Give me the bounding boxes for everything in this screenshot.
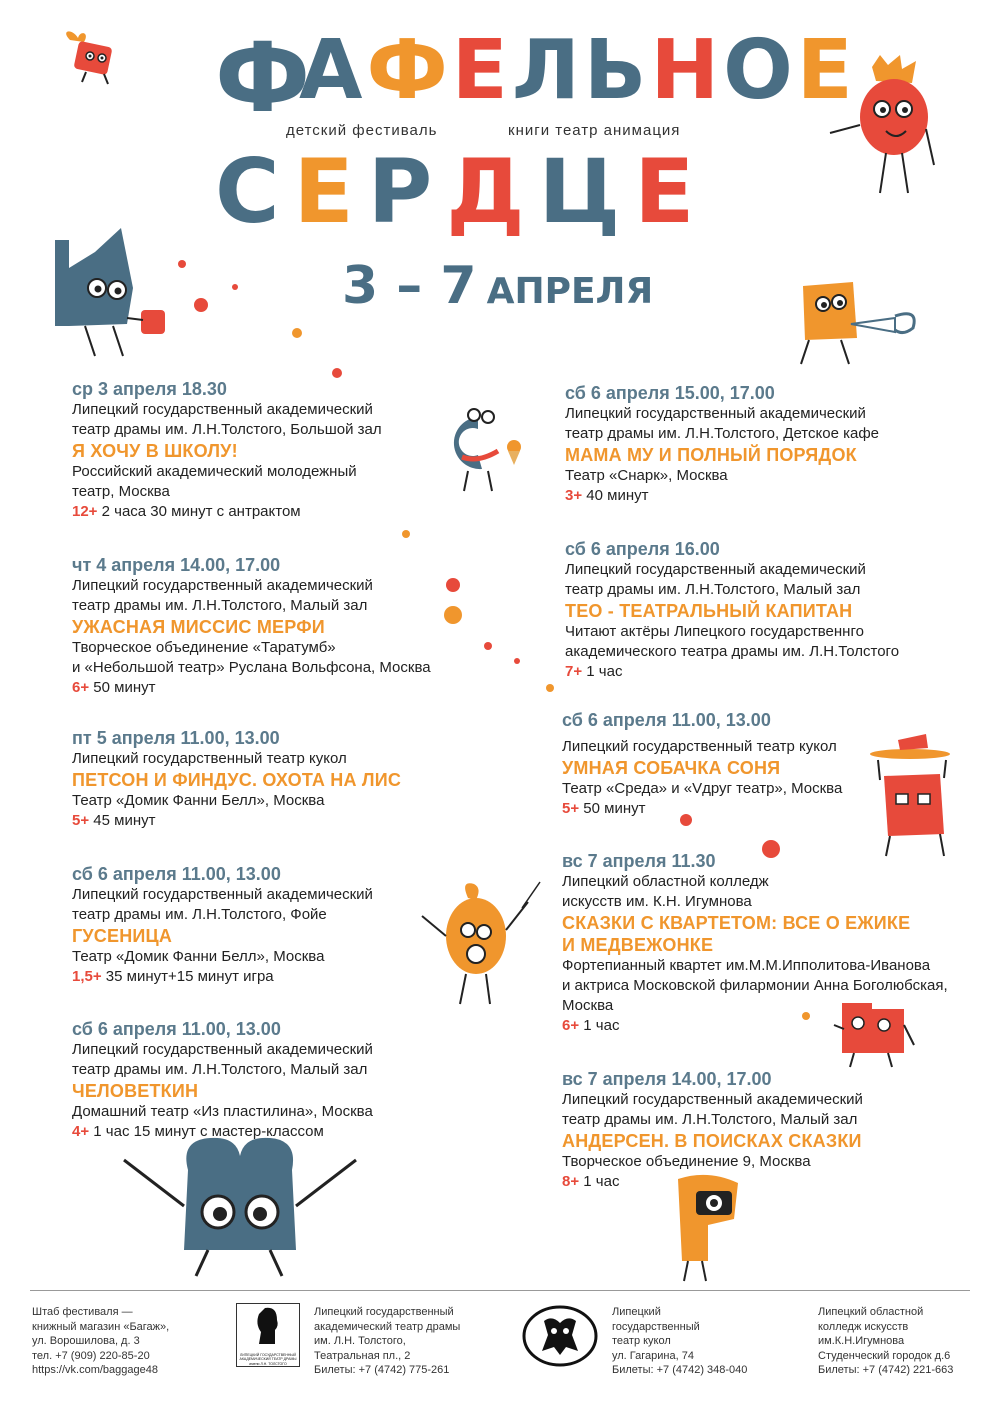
footer-line: Билеты: +7 (4742) 348-040 bbox=[612, 1364, 748, 1376]
event-card bbox=[562, 850, 982, 1036]
footer-link[interactable]: https://vk.com/baggage48 bbox=[32, 1364, 158, 1376]
event-venue: Липецкий государственный академический bbox=[565, 405, 866, 422]
event-title: ГУСЕНИЦА bbox=[72, 926, 173, 946]
footer-line: театр кукол bbox=[612, 1335, 671, 1347]
footer-line: ул. Ворошилова, д. 3 bbox=[32, 1335, 140, 1347]
event-venue: Липецкий государственный театр кукол bbox=[72, 750, 347, 767]
title-letter: Р bbox=[367, 140, 433, 243]
event-date: сб 6 апреля 11.00, 13.00 bbox=[72, 864, 281, 884]
footer-line: им. Л.Н. Толстого, bbox=[314, 1335, 406, 1347]
event-venue: театр драмы им. Л.Н.Толстого, Детское кафе bbox=[565, 425, 879, 442]
footer-line: государственный bbox=[612, 1320, 700, 1333]
drama-profile-icon bbox=[237, 1304, 299, 1348]
event-venue: театр драмы им. Л.Н.Толстого, Большой зал bbox=[72, 421, 382, 438]
footer-drama bbox=[314, 1305, 460, 1378]
event-date: сб 6 апреля 11.00, 13.00 bbox=[72, 1019, 281, 1039]
title-letter: С bbox=[215, 140, 280, 243]
age-rating: 5+ bbox=[72, 812, 90, 829]
title-letter: Е bbox=[634, 140, 695, 243]
footer-line: Театральная пл., 2 bbox=[314, 1349, 411, 1362]
event-venue: Липецкий областной колледж bbox=[562, 873, 769, 890]
footer-line: ул. Гагарина, 74 bbox=[612, 1349, 694, 1362]
age-rating: 6+ bbox=[562, 1017, 580, 1034]
title-letter: Ф bbox=[215, 22, 311, 134]
event-meta bbox=[565, 662, 985, 682]
age-rating: 5+ bbox=[562, 800, 580, 817]
event-info: Творческое объединение 9, Москва bbox=[562, 1153, 811, 1170]
title-letter: Л bbox=[511, 23, 580, 118]
decor-dot bbox=[332, 368, 342, 378]
event-info: театр, Москва bbox=[72, 483, 170, 500]
event-meta bbox=[72, 811, 492, 831]
footer-line: Студенческий городок д.6 bbox=[818, 1349, 951, 1362]
event-card bbox=[72, 727, 492, 831]
event-meta bbox=[562, 1172, 982, 1192]
event-info: Фортепианный квартет им.М.М.Ипполитова-Иванова bbox=[562, 957, 931, 974]
event-card bbox=[562, 709, 982, 819]
footer-line: Липецкий bbox=[612, 1306, 661, 1318]
event-meta bbox=[565, 486, 985, 506]
event-venue: театр драмы им. Л.Н.Толстого, Малый зал bbox=[565, 581, 861, 598]
decor-dot bbox=[402, 530, 410, 538]
festival-dates bbox=[342, 256, 653, 316]
event-meta bbox=[72, 502, 492, 522]
event-venue: театр драмы им. Л.Н.Толстого, Малый зал bbox=[72, 1061, 368, 1078]
event-date: пт 5 апреля 11.00, 13.00 bbox=[72, 728, 280, 748]
title-letter: Ц bbox=[538, 140, 621, 243]
event-info: Москва bbox=[562, 997, 614, 1014]
footer-line: Билеты: +7 (4742) 221-663 bbox=[818, 1364, 954, 1376]
event-card bbox=[72, 863, 492, 987]
event-venue: Липецкий государственный театр кукол bbox=[562, 738, 837, 755]
footer-line: тел. +7 (909) 220-85-20 bbox=[32, 1349, 150, 1362]
event-info: и «Небольшой театр» Руслана Вольфсона, Москва bbox=[72, 659, 431, 676]
event-title: СКАЗКИ С КВАРТЕТОМ: ВСЕ О ЕЖИКЕ bbox=[562, 913, 911, 933]
event-info: Театр «Домик Фанни Белл», Москва bbox=[72, 948, 325, 965]
event-title: ЧЕЛОВЕТКИН bbox=[72, 1081, 199, 1101]
blue-m-character-icon bbox=[110, 1130, 370, 1280]
drama-theatre-logo bbox=[236, 1303, 300, 1367]
decor-dot bbox=[292, 328, 302, 338]
event-date: сб 6 апреля 11.00, 13.00 bbox=[562, 710, 771, 730]
event-venue: театр драмы им. Л.Н.Толстого, Малый зал bbox=[562, 1111, 858, 1128]
event-venue: искусств им. К.Н. Игумнова bbox=[562, 893, 752, 910]
event-duration: 1 час bbox=[583, 1173, 620, 1190]
footer-divider bbox=[30, 1290, 970, 1291]
event-meta bbox=[562, 1016, 982, 1036]
event-venue: Липецкий государственный академический bbox=[72, 577, 373, 594]
event-card bbox=[72, 378, 492, 522]
age-rating: 6+ bbox=[72, 679, 90, 696]
event-info: и актриса Московской филармонии Анна Боголюбская, bbox=[562, 977, 948, 994]
event-duration: 35 минут+15 минут игра bbox=[105, 968, 274, 985]
event-duration: 40 минут bbox=[586, 487, 649, 504]
footer-line: книжный магазин «Багаж», bbox=[32, 1320, 170, 1333]
age-rating: 8+ bbox=[562, 1173, 580, 1190]
event-date: вс 7 апреля 11.30 bbox=[562, 851, 716, 871]
event-title: И МЕДВЕЖОНКЕ bbox=[562, 935, 714, 955]
drama-logo-text: ЛИПЕЦКИЙ ГОСУДАРСТВЕННЫЙ АКАДЕМИЧЕСКИЙ ТЕАТР ДРАМЫ имени Л.Н. ТОЛСТОГО bbox=[239, 1353, 297, 1366]
event-duration: 1 час bbox=[586, 663, 623, 680]
age-rating: 4+ bbox=[72, 1123, 90, 1140]
event-title: Я ХОЧУ В ШКОЛУ! bbox=[72, 441, 238, 461]
footer-line: Липецкий государственный bbox=[314, 1306, 454, 1318]
title-letter: О bbox=[723, 23, 793, 118]
title-letter: Ф bbox=[366, 23, 448, 118]
footer-college bbox=[818, 1305, 953, 1378]
event-title: АНДЕРСЕН. В ПОИСКАХ СКАЗКИ bbox=[562, 1131, 862, 1151]
event-info: Читают актёры Липецкого государственнго bbox=[565, 623, 864, 640]
event-title: УМНАЯ СОБАЧКА СОНЯ bbox=[562, 758, 781, 778]
event-card bbox=[565, 538, 985, 682]
event-duration: 50 минут bbox=[93, 679, 156, 696]
event-info: академического театра драмы им. Л.Н.Толстого bbox=[565, 643, 900, 660]
event-meta bbox=[72, 967, 492, 987]
title-letter: Ь bbox=[583, 23, 647, 118]
footer-line: Штаб фестиваля — bbox=[32, 1306, 133, 1318]
event-card bbox=[72, 554, 492, 698]
event-venue: театр драмы им. Л.Н.Толстого, Фойе bbox=[72, 906, 327, 923]
footer-puppet bbox=[612, 1305, 747, 1378]
festival-subtitle-left: детский фестиваль bbox=[286, 122, 438, 139]
event-duration: 50 минут bbox=[583, 800, 646, 817]
party-horn-character-icon bbox=[795, 278, 925, 368]
age-rating: 7+ bbox=[565, 663, 583, 680]
decor-dot bbox=[546, 684, 554, 692]
decor-dot bbox=[178, 260, 186, 268]
title-letter: Д bbox=[446, 140, 525, 243]
event-venue: Липецкий государственный академический bbox=[72, 401, 373, 418]
decor-dot bbox=[194, 298, 208, 312]
event-date: чт 4 апреля 14.00, 17.00 bbox=[72, 555, 281, 575]
bug-character-icon bbox=[60, 30, 130, 85]
blue-monster-character-icon bbox=[55, 228, 190, 363]
event-card bbox=[562, 1068, 982, 1192]
footer-line: Липецкий областной bbox=[818, 1306, 924, 1318]
footer-hq bbox=[32, 1305, 169, 1378]
age-rating: 1,5+ bbox=[72, 968, 102, 985]
event-date: сб 6 апреля 15.00, 17.00 bbox=[565, 383, 775, 403]
festival-subtitle-right: книги театр анимация bbox=[508, 122, 681, 139]
puppet-theatre-logo-icon bbox=[522, 1305, 598, 1367]
footer-line: им.К.Н.Игумнова bbox=[818, 1335, 905, 1347]
event-title: МАМА МУ И ПОЛНЫЙ ПОРЯДОК bbox=[565, 445, 857, 465]
event-card bbox=[72, 1018, 492, 1142]
event-date: сб 6 апреля 16.00 bbox=[565, 539, 720, 559]
age-rating: 3+ bbox=[565, 487, 583, 504]
event-meta bbox=[72, 678, 492, 698]
footer-line: Билеты: +7 (4742) 775-261 bbox=[314, 1364, 450, 1376]
title-letter: Е bbox=[293, 140, 354, 243]
footer-line: академический театр драмы bbox=[314, 1320, 461, 1333]
event-venue: театр драмы им. Л.Н.Толстого, Малый зал bbox=[72, 597, 368, 614]
decor-dot bbox=[232, 284, 238, 290]
event-info: Российский академический молодежный bbox=[72, 463, 357, 480]
event-info: Театр «Снарк», Москва bbox=[565, 467, 728, 484]
event-card bbox=[565, 382, 985, 506]
age-rating: 12+ bbox=[72, 503, 98, 520]
event-date: вс 7 апреля 14.00, 17.00 bbox=[562, 1069, 772, 1089]
title-letter: Е bbox=[451, 23, 508, 118]
event-venue: Липецкий государственный академический bbox=[565, 561, 866, 578]
title-letter: Е bbox=[796, 23, 853, 118]
event-meta bbox=[72, 1122, 492, 1142]
event-info: Театр «Среда» и «Vдруг театр», Москва bbox=[562, 780, 843, 797]
event-duration: 45 минут bbox=[93, 812, 156, 829]
event-date: ср 3 апреля 18.30 bbox=[72, 379, 227, 399]
event-title: ПЕТСОН И ФИНДУС. ОХОТА НА ЛИС bbox=[72, 770, 402, 790]
dates-range: 3 – 7 bbox=[342, 256, 477, 316]
event-info: Творческое объединение «Таратумб» bbox=[72, 639, 336, 656]
event-title: УЖАСНАЯ МИССИС МЕРФИ bbox=[72, 617, 325, 637]
footer-line: колледж искусств bbox=[818, 1320, 909, 1333]
title-letter: Н bbox=[650, 23, 720, 118]
festival-title-line2 bbox=[215, 140, 695, 243]
event-info: Домашний театр «Из пластилина», Москва bbox=[72, 1103, 373, 1120]
event-duration: 1 час bbox=[583, 1017, 620, 1034]
event-meta bbox=[562, 799, 982, 819]
dates-month: АПРЕЛЯ bbox=[486, 271, 654, 312]
event-title: ТЕО - ТЕАТРАЛЬНЫЙ КАПИТАН bbox=[565, 601, 853, 621]
event-info: Театр «Домик Фанни Белл», Москва bbox=[72, 792, 325, 809]
event-venue: Липецкий государственный академический bbox=[72, 886, 373, 903]
title-letter: А bbox=[299, 23, 363, 118]
event-venue: Липецкий государственный академический bbox=[72, 1041, 373, 1058]
event-duration: 1 час 15 минут с мастер-классом bbox=[93, 1123, 324, 1140]
decor-dot bbox=[514, 658, 520, 664]
event-duration: 2 часа 30 минут с антрактом bbox=[101, 503, 301, 520]
event-venue: Липецкий государственный академический bbox=[562, 1091, 863, 1108]
